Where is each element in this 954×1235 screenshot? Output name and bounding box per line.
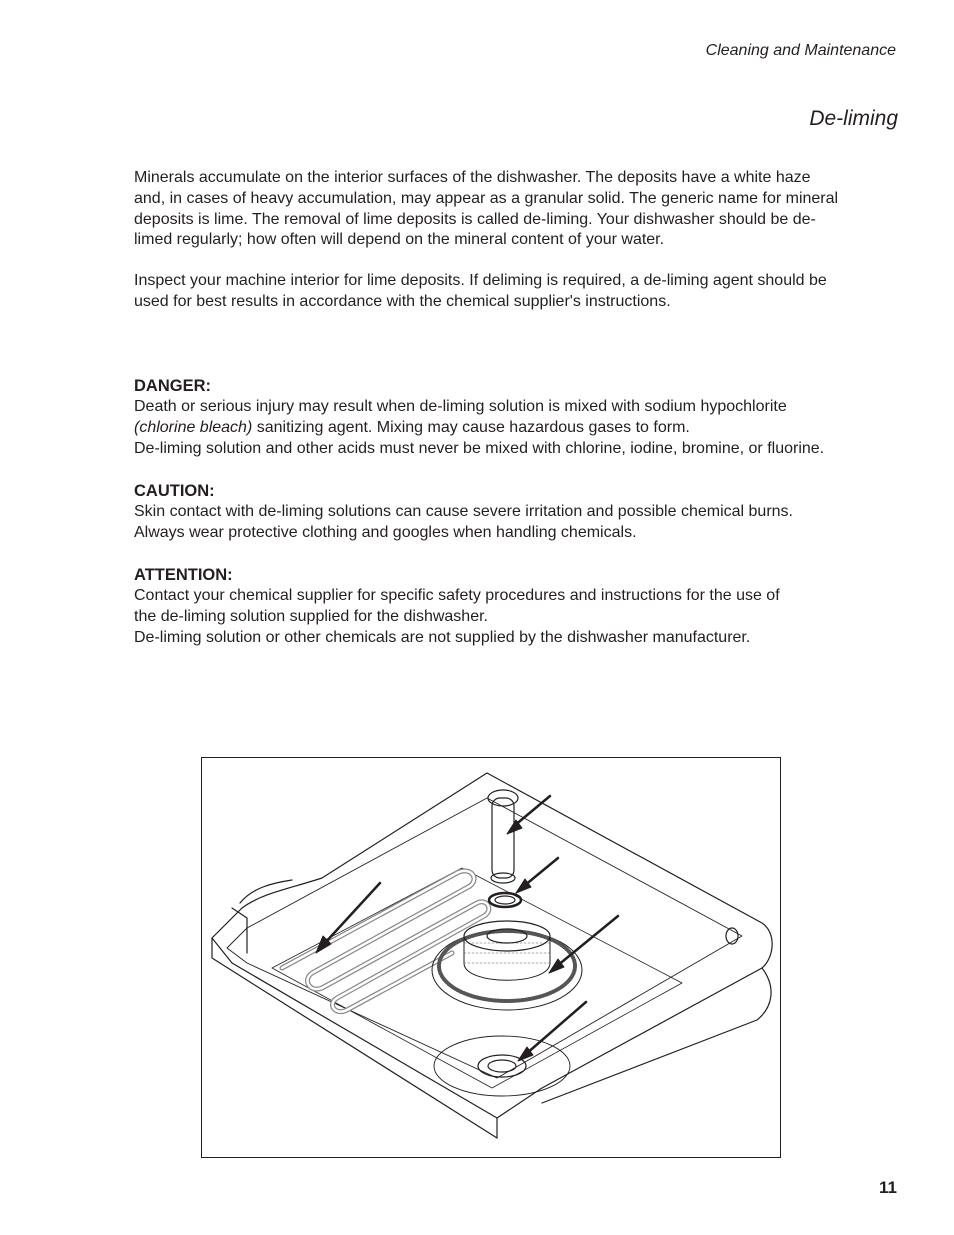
attention-line-2: the de-liming solution supplied for the dishwasher. bbox=[134, 607, 488, 625]
danger-chlorine-bleach: (chlorine bleach) bbox=[134, 418, 253, 436]
attention-line-1: Contact your chemical supplier for specific safety procedures and instructions for the use of bbox=[134, 587, 780, 604]
callout-arrows bbox=[316, 796, 618, 1061]
caution-title: CAUTION: bbox=[134, 482, 215, 500]
page-number: 11 bbox=[879, 1178, 897, 1197]
arrow-o-ring bbox=[524, 858, 558, 886]
filter-ribs bbox=[464, 943, 550, 963]
danger-line-1: Death or serious injury may result when de-liming solution is mixed with sodium hypochlorite bbox=[134, 398, 787, 415]
caution-notice bbox=[134, 481, 904, 544]
o-ring-inner bbox=[495, 896, 515, 904]
tank-left-wall-2 bbox=[240, 880, 292, 903]
arrow-heater bbox=[324, 883, 380, 944]
danger-line-2 bbox=[134, 418, 904, 439]
text-line: used for best results in accordance with the chemical supplier's instructions. bbox=[134, 292, 671, 310]
danger-line-2-rest: sanitizing agent. Mixing may cause hazardous gases to form. bbox=[252, 418, 690, 436]
drain-hole bbox=[488, 1060, 516, 1072]
danger-title: DANGER: bbox=[134, 377, 211, 395]
danger-line-3: De-liming solution and other acids must never be mixed with chlorine, iodine, bromine, or fluorine. bbox=[134, 439, 825, 457]
arrow-overflow-tube bbox=[514, 796, 550, 826]
text-line: deposits is lime. The removal of lime deposits is called de-liming. Your dishwasher should be de- bbox=[134, 210, 816, 228]
running-header: Cleaning and Maintenance bbox=[705, 42, 896, 59]
o-ring bbox=[489, 893, 521, 907]
attention-notice bbox=[134, 565, 904, 648]
intro-paragraph-1 bbox=[134, 168, 904, 251]
arrow-filter bbox=[557, 916, 618, 966]
attention-line-3: De-liming solution or other chemicals are not supplied by the dishwasher manufacturer. bbox=[134, 628, 751, 646]
text-line: Minerals accumulate on the interior surfaces of the dishwasher. The deposits have a white haze bbox=[134, 169, 811, 186]
attention-title: ATTENTION: bbox=[134, 566, 233, 584]
danger-notice bbox=[134, 376, 904, 459]
arrow-drain bbox=[526, 1002, 586, 1054]
dishwasher-tank-illustration bbox=[202, 758, 780, 1157]
dishwasher-interior-figure bbox=[201, 757, 781, 1158]
overflow-tube bbox=[492, 798, 514, 878]
caution-line-2: Always wear protective clothing and googles when handling chemicals. bbox=[134, 523, 637, 541]
page-heading: De-liming bbox=[809, 107, 898, 130]
text-line: Inspect your machine interior for lime deposits. If deliming is required, a de-liming agent should be bbox=[134, 272, 827, 289]
caution-line-1: Skin contact with de-liming solutions can cause severe irritation and possible chemical burns. bbox=[134, 503, 793, 520]
tank-right-wall bbox=[542, 968, 771, 1103]
drain-outer bbox=[434, 1036, 570, 1096]
intro-paragraph-2 bbox=[134, 271, 904, 313]
tank-inner-rim bbox=[227, 798, 742, 1078]
text-line: and, in cases of heavy accumulation, may appear as a granular solid. The generic name for mineral bbox=[134, 189, 839, 207]
text-line: limed regularly; how often will depend on the mineral content of your water. bbox=[134, 231, 665, 249]
